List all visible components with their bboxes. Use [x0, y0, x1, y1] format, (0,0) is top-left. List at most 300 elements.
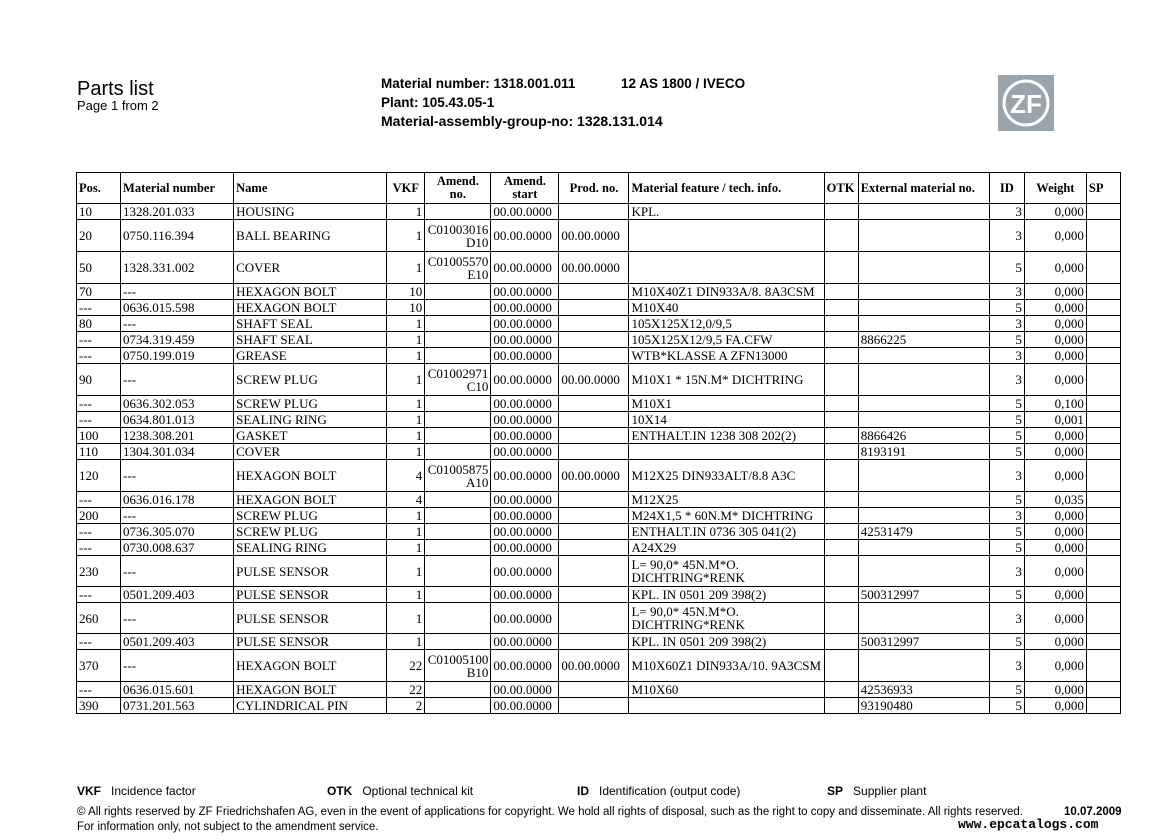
cell-weight: 0,100 — [1024, 396, 1086, 412]
cell-ext — [858, 252, 989, 284]
cell-weight: 0,000 — [1024, 284, 1086, 300]
cell-name: PULSE SENSOR — [234, 556, 387, 587]
cell-otk — [824, 460, 858, 492]
cell-id: 5 — [989, 492, 1024, 508]
cell-prod — [559, 348, 629, 364]
parts-table — [76, 172, 1121, 714]
cell-ext — [858, 492, 989, 508]
table-row — [77, 364, 1121, 396]
cell-id: 3 — [989, 316, 1024, 332]
cell-otk — [824, 698, 858, 714]
cell-ext — [858, 650, 989, 682]
cell-vkf: 1 — [387, 508, 425, 524]
cell-sp — [1086, 682, 1120, 698]
legend-id: ID Identification (output code) — [577, 784, 741, 798]
cell-prod — [559, 444, 629, 460]
cell-vkf: 4 — [387, 460, 425, 492]
cell-feature — [629, 698, 824, 714]
cell-feature — [629, 252, 824, 284]
cell-sp — [1086, 634, 1120, 650]
cell-feature: 105X125X12,0/9,5 — [629, 316, 824, 332]
cell-amend — [425, 316, 491, 332]
table-row — [77, 556, 1121, 587]
cell-otk — [824, 316, 858, 332]
cell-amend — [425, 444, 491, 460]
table-header-row — [77, 173, 1121, 204]
cell-ext — [858, 220, 989, 252]
cell-feature: M10X40 — [629, 300, 824, 316]
cell-sp — [1086, 348, 1120, 364]
cell-amend — [425, 300, 491, 316]
table-row — [77, 508, 1121, 524]
cell-sp — [1086, 204, 1120, 220]
cell-pos: --- — [77, 300, 121, 316]
cell-start: 00.00.0000 — [491, 634, 559, 650]
cell-amend — [425, 587, 491, 603]
table-row — [77, 252, 1121, 284]
cell-name: HEXAGON BOLT — [234, 682, 387, 698]
cell-ext — [858, 300, 989, 316]
cell-otk — [824, 587, 858, 603]
cell-vkf: 10 — [387, 284, 425, 300]
cell-name: GASKET — [234, 428, 387, 444]
cell-name: HEXAGON BOLT — [234, 300, 387, 316]
cell-sp — [1086, 300, 1120, 316]
column-header: External material no. — [858, 173, 989, 204]
cell-start: 00.00.0000 — [491, 492, 559, 508]
cell-amend — [425, 396, 491, 412]
cell-pos: 20 — [77, 220, 121, 252]
cell-prod — [559, 332, 629, 348]
cell-amend — [425, 428, 491, 444]
cell-mat: 0750.199.019 — [121, 348, 234, 364]
table-row — [77, 348, 1121, 364]
cell-start: 00.00.0000 — [491, 204, 559, 220]
cell-weight: 0,000 — [1024, 698, 1086, 714]
cell-name: HEXAGON BOLT — [234, 460, 387, 492]
cell-name: SCREW PLUG — [234, 508, 387, 524]
table-row — [77, 396, 1121, 412]
cell-start: 00.00.0000 — [491, 524, 559, 540]
cell-prod — [559, 508, 629, 524]
cell-amend: C01005100B10 — [425, 650, 491, 682]
cell-name: PULSE SENSOR — [234, 634, 387, 650]
cell-feature: KPL. IN 0501 209 398(2) — [629, 587, 824, 603]
cell-pos: 370 — [77, 650, 121, 682]
cell-start: 00.00.0000 — [491, 603, 559, 634]
cell-vkf: 22 — [387, 650, 425, 682]
cell-start: 00.00.0000 — [491, 698, 559, 714]
cell-amend: C01003016D10 — [425, 220, 491, 252]
cell-vkf: 1 — [387, 220, 425, 252]
cell-weight: 0,000 — [1024, 316, 1086, 332]
cell-mat: 0736.305.070 — [121, 524, 234, 540]
cell-ext — [858, 284, 989, 300]
cell-otk — [824, 444, 858, 460]
cell-otk — [824, 300, 858, 316]
cell-prod — [559, 284, 629, 300]
cell-mat: --- — [121, 603, 234, 634]
cell-pos: 80 — [77, 316, 121, 332]
cell-pos: --- — [77, 524, 121, 540]
table-row — [77, 492, 1121, 508]
legend-vkf: VKF Incidence factor — [77, 784, 196, 798]
cell-pos: --- — [77, 348, 121, 364]
cell-feature: WTB*KLASSE A ZFN13000 — [629, 348, 824, 364]
cell-sp — [1086, 492, 1120, 508]
cell-otk — [824, 508, 858, 524]
cell-start: 00.00.0000 — [491, 508, 559, 524]
cell-id: 3 — [989, 556, 1024, 587]
cell-ext: 500312997 — [858, 587, 989, 603]
cell-ext — [858, 508, 989, 524]
cell-mat: 0634.801.013 — [121, 412, 234, 428]
cell-otk — [824, 252, 858, 284]
cell-name: SEALING RING — [234, 412, 387, 428]
cell-ext — [858, 348, 989, 364]
cell-mat: 0731.201.563 — [121, 698, 234, 714]
cell-ext: 500312997 — [858, 634, 989, 650]
cell-sp — [1086, 412, 1120, 428]
cell-id: 3 — [989, 204, 1024, 220]
cell-start: 00.00.0000 — [491, 284, 559, 300]
cell-mat: 1328.201.033 — [121, 204, 234, 220]
cell-otk — [824, 412, 858, 428]
cell-mat: --- — [121, 284, 234, 300]
cell-id: 5 — [989, 252, 1024, 284]
cell-feature: KPL. IN 0501 209 398(2) — [629, 634, 824, 650]
table-row — [77, 284, 1121, 300]
cell-vkf: 1 — [387, 332, 425, 348]
cell-weight: 0,001 — [1024, 412, 1086, 428]
cell-start: 00.00.0000 — [491, 220, 559, 252]
cell-vkf: 1 — [387, 204, 425, 220]
cell-id: 5 — [989, 428, 1024, 444]
cell-sp — [1086, 650, 1120, 682]
cell-id: 3 — [989, 220, 1024, 252]
cell-amend — [425, 508, 491, 524]
cell-otk — [824, 348, 858, 364]
cell-feature: M24X1,5 * 60N.M* DICHTRING — [629, 508, 824, 524]
cell-prod: 00.00.0000 — [559, 460, 629, 492]
cell-name: PULSE SENSOR — [234, 587, 387, 603]
cell-sp — [1086, 556, 1120, 587]
cell-amend — [425, 332, 491, 348]
cell-ext: 42536933 — [858, 682, 989, 698]
cell-start: 00.00.0000 — [491, 428, 559, 444]
cell-name: SCREW PLUG — [234, 396, 387, 412]
cell-ext: 8866426 — [858, 428, 989, 444]
cell-start: 00.00.0000 — [491, 252, 559, 284]
cell-feature: M10X1 — [629, 396, 824, 412]
cell-weight: 0,000 — [1024, 587, 1086, 603]
cell-sp — [1086, 396, 1120, 412]
cell-prod — [559, 634, 629, 650]
cell-mat: --- — [121, 316, 234, 332]
cell-feature: L= 90,0* 45N.M*O. DICHTRING*RENK — [629, 603, 824, 634]
cell-prod — [559, 316, 629, 332]
cell-start: 00.00.0000 — [491, 444, 559, 460]
cell-pos: 90 — [77, 364, 121, 396]
copyright-text: © All rights reserved by ZF Friedrichshafen AG, even in the event of applications for copyright. We hold all rights of disposal, such as the right to copy and disseminate. All rights reserved. — [77, 806, 1023, 818]
cell-feature: 10X14 — [629, 412, 824, 428]
cell-sp — [1086, 284, 1120, 300]
cell-mat: 0636.016.178 — [121, 492, 234, 508]
table-row — [77, 412, 1121, 428]
cell-start: 00.00.0000 — [491, 316, 559, 332]
cell-pos: 50 — [77, 252, 121, 284]
cell-start: 00.00.0000 — [491, 348, 559, 364]
cell-sp — [1086, 587, 1120, 603]
cell-amend: C01005570E10 — [425, 252, 491, 284]
cell-prod — [559, 682, 629, 698]
cell-id: 5 — [989, 524, 1024, 540]
cell-ext — [858, 460, 989, 492]
cell-prod — [559, 204, 629, 220]
cell-amend — [425, 412, 491, 428]
legend-sp: SP Supplier plant — [827, 784, 927, 798]
cell-name: HEXAGON BOLT — [234, 284, 387, 300]
cell-start: 00.00.0000 — [491, 540, 559, 556]
cell-pos: 120 — [77, 460, 121, 492]
cell-mat: 1304.301.034 — [121, 444, 234, 460]
cell-amend: C01002971C10 — [425, 364, 491, 396]
cell-amend — [425, 204, 491, 220]
table-row — [77, 316, 1121, 332]
table-row — [77, 460, 1121, 492]
cell-prod: 00.00.0000 — [559, 364, 629, 396]
cell-amend — [425, 698, 491, 714]
cell-id: 5 — [989, 634, 1024, 650]
cell-ext — [858, 316, 989, 332]
cell-name: SEALING RING — [234, 540, 387, 556]
cell-vkf: 1 — [387, 587, 425, 603]
cell-otk — [824, 220, 858, 252]
cell-vkf: 1 — [387, 634, 425, 650]
cell-vkf: 1 — [387, 396, 425, 412]
cell-pos: 200 — [77, 508, 121, 524]
cell-feature: ENTHALT.IN 0736 305 041(2) — [629, 524, 824, 540]
cell-start: 00.00.0000 — [491, 300, 559, 316]
table-row — [77, 444, 1121, 460]
cell-feature: M12X25 — [629, 492, 824, 508]
cell-otk — [824, 540, 858, 556]
assembly-group-label: Material-assembly-group-no: 1328.131.014 — [381, 113, 663, 129]
cell-vkf: 1 — [387, 556, 425, 587]
cell-prod — [559, 396, 629, 412]
cell-prod — [559, 492, 629, 508]
cell-mat: 0636.015.598 — [121, 300, 234, 316]
cell-feature: L= 90,0* 45N.M*O. DICHTRING*RENK — [629, 556, 824, 587]
cell-mat: 0730.008.637 — [121, 540, 234, 556]
cell-name: SHAFT SEAL — [234, 316, 387, 332]
zf-logo — [998, 75, 1054, 131]
cell-prod — [559, 556, 629, 587]
cell-start: 00.00.0000 — [491, 556, 559, 587]
cell-id: 3 — [989, 603, 1024, 634]
cell-name: SCREW PLUG — [234, 364, 387, 396]
cell-id: 3 — [989, 348, 1024, 364]
cell-pos: --- — [77, 682, 121, 698]
svg-text:ZF: ZF — [1010, 89, 1042, 119]
column-header: Name — [234, 173, 387, 204]
cell-id: 5 — [989, 332, 1024, 348]
cell-otk — [824, 284, 858, 300]
cell-name: BALL BEARING — [234, 220, 387, 252]
cell-sp — [1086, 444, 1120, 460]
cell-start: 00.00.0000 — [491, 682, 559, 698]
cell-prod: 00.00.0000 — [559, 252, 629, 284]
cell-pos: 390 — [77, 698, 121, 714]
cell-weight: 0,000 — [1024, 508, 1086, 524]
table-row — [77, 540, 1121, 556]
cell-vkf: 22 — [387, 682, 425, 698]
cell-otk — [824, 650, 858, 682]
cell-id: 3 — [989, 364, 1024, 396]
cell-weight: 0,000 — [1024, 348, 1086, 364]
cell-feature: 105X125X12/9,5 FA.CFW — [629, 332, 824, 348]
cell-mat: 1238.308.201 — [121, 428, 234, 444]
cell-prod — [559, 524, 629, 540]
cell-otk — [824, 428, 858, 444]
cell-pos: 230 — [77, 556, 121, 587]
table-row — [77, 332, 1121, 348]
column-header: OTK — [824, 173, 858, 204]
cell-weight: 0,000 — [1024, 556, 1086, 587]
cell-pos: --- — [77, 634, 121, 650]
column-header: Amend. start — [491, 173, 559, 204]
cell-weight: 0,000 — [1024, 204, 1086, 220]
cell-weight: 0,000 — [1024, 444, 1086, 460]
cell-id: 3 — [989, 650, 1024, 682]
table-row — [77, 204, 1121, 220]
column-header: Amend. no. — [425, 173, 491, 204]
cell-mat: --- — [121, 364, 234, 396]
cell-start: 00.00.0000 — [491, 396, 559, 412]
cell-name: HOUSING — [234, 204, 387, 220]
cell-id: 5 — [989, 698, 1024, 714]
cell-id: 5 — [989, 587, 1024, 603]
cell-name: COVER — [234, 252, 387, 284]
cell-id: 5 — [989, 682, 1024, 698]
cell-ext: 8866225 — [858, 332, 989, 348]
table-row — [77, 587, 1121, 603]
cell-sp — [1086, 524, 1120, 540]
cell-feature — [629, 444, 824, 460]
info-text: For information only, not subject to the amendment service. — [77, 821, 379, 833]
cell-pos: 10 — [77, 204, 121, 220]
table-row — [77, 300, 1121, 316]
cell-pos: --- — [77, 412, 121, 428]
website-watermark[interactable]: www.epcatalogs.com — [958, 817, 1099, 832]
cell-pos: --- — [77, 587, 121, 603]
cell-ext — [858, 364, 989, 396]
cell-weight: 0,000 — [1024, 650, 1086, 682]
cell-pos: 70 — [77, 284, 121, 300]
cell-ext — [858, 603, 989, 634]
cell-ext — [858, 556, 989, 587]
cell-id: 5 — [989, 540, 1024, 556]
cell-prod — [559, 603, 629, 634]
cell-sp — [1086, 428, 1120, 444]
cell-ext — [858, 412, 989, 428]
table-row — [77, 428, 1121, 444]
table-row — [77, 698, 1121, 714]
cell-otk — [824, 396, 858, 412]
cell-mat: 0636.015.601 — [121, 682, 234, 698]
cell-amend — [425, 492, 491, 508]
cell-weight: 0,000 — [1024, 634, 1086, 650]
cell-weight: 0,000 — [1024, 252, 1086, 284]
cell-mat: --- — [121, 650, 234, 682]
table-row — [77, 524, 1121, 540]
cell-weight: 0,000 — [1024, 428, 1086, 444]
cell-vkf: 1 — [387, 364, 425, 396]
cell-weight: 0,000 — [1024, 300, 1086, 316]
cell-vkf: 1 — [387, 316, 425, 332]
cell-pos: --- — [77, 492, 121, 508]
cell-vkf: 1 — [387, 540, 425, 556]
cell-prod — [559, 412, 629, 428]
cell-otk — [824, 524, 858, 540]
cell-feature — [629, 220, 824, 252]
table-row — [77, 220, 1121, 252]
cell-start: 00.00.0000 — [491, 460, 559, 492]
column-header: VKF — [387, 173, 425, 204]
cell-amend — [425, 540, 491, 556]
cell-ext: 93190480 — [858, 698, 989, 714]
cell-ext — [858, 204, 989, 220]
cell-weight: 0,000 — [1024, 603, 1086, 634]
column-header: Prod. no. — [559, 173, 629, 204]
column-header: Material feature / tech. info. — [629, 173, 824, 204]
document-date: 10.07.2009 — [1064, 806, 1122, 818]
cell-weight: 0,000 — [1024, 682, 1086, 698]
cell-weight: 0,000 — [1024, 220, 1086, 252]
cell-sp — [1086, 603, 1120, 634]
cell-start: 00.00.0000 — [491, 332, 559, 348]
cell-vkf: 1 — [387, 412, 425, 428]
cell-mat: 0501.209.403 — [121, 634, 234, 650]
cell-id: 5 — [989, 396, 1024, 412]
cell-start: 00.00.0000 — [491, 587, 559, 603]
cell-ext: 8193191 — [858, 444, 989, 460]
cell-weight: 0,000 — [1024, 460, 1086, 492]
column-header: Material number — [121, 173, 234, 204]
cell-name: PULSE SENSOR — [234, 603, 387, 634]
cell-sp — [1086, 698, 1120, 714]
cell-vkf: 4 — [387, 492, 425, 508]
cell-sp — [1086, 220, 1120, 252]
cell-feature: A24X29 — [629, 540, 824, 556]
cell-ext — [858, 396, 989, 412]
cell-pos: 110 — [77, 444, 121, 460]
cell-vkf: 1 — [387, 252, 425, 284]
cell-amend — [425, 284, 491, 300]
cell-mat: 0750.116.394 — [121, 220, 234, 252]
cell-prod — [559, 698, 629, 714]
cell-mat: --- — [121, 508, 234, 524]
cell-name: COVER — [234, 444, 387, 460]
cell-otk — [824, 682, 858, 698]
cell-amend — [425, 634, 491, 650]
table-row — [77, 634, 1121, 650]
cell-feature: M10X40Z1 DIN933A/8. 8A3CSM — [629, 284, 824, 300]
cell-feature: M10X1 * 15N.M* DICHTRING — [629, 364, 824, 396]
cell-id: 5 — [989, 444, 1024, 460]
cell-sp — [1086, 508, 1120, 524]
cell-weight: 0,000 — [1024, 332, 1086, 348]
